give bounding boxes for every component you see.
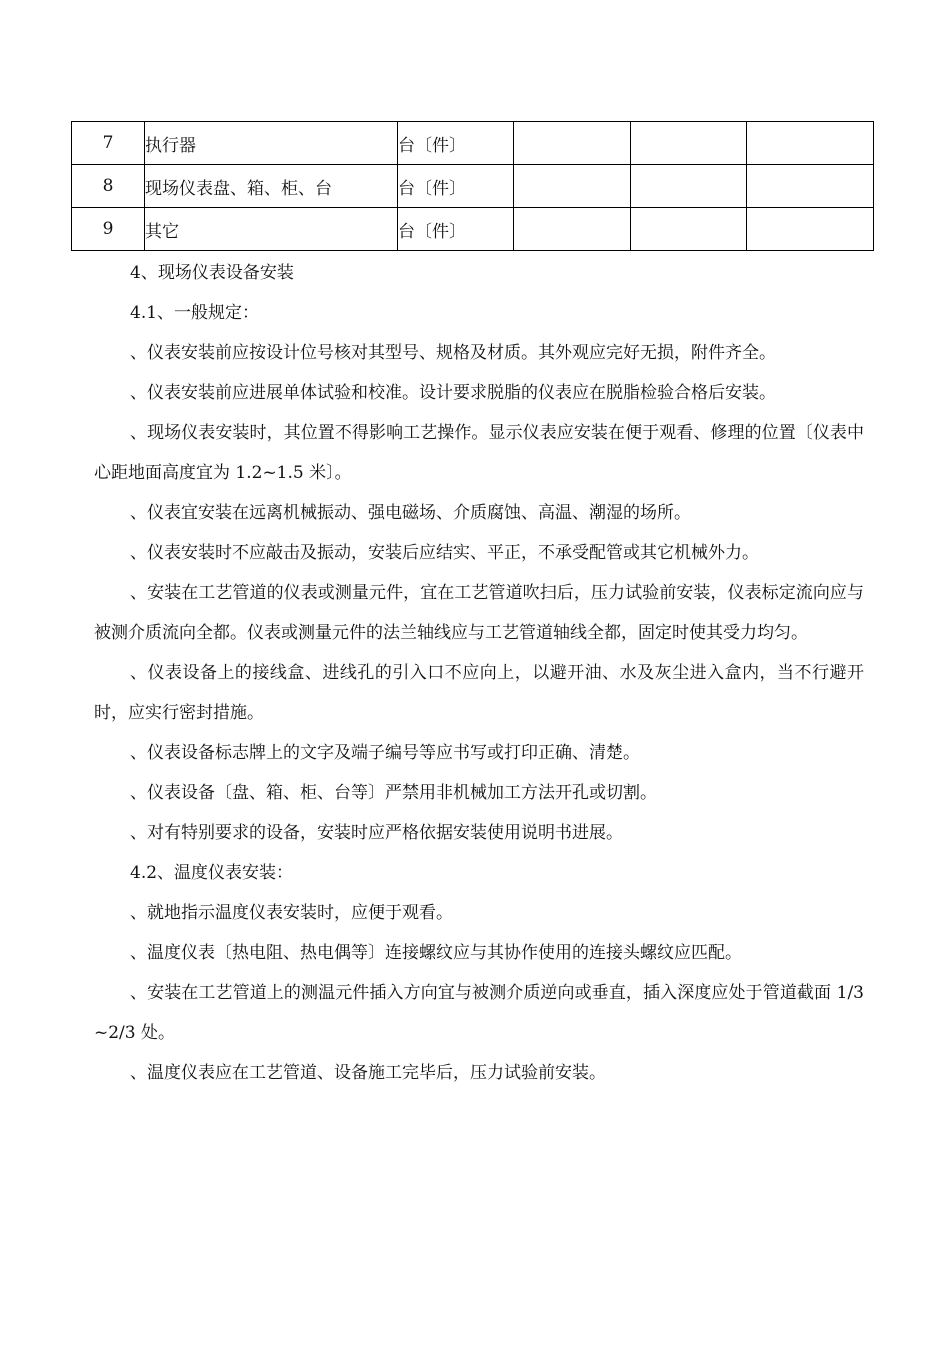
paragraph: 、温度仪表应在工艺管道、设备施工完毕后，压力试验前安装。 (130, 1063, 606, 1083)
empty-cell (747, 165, 874, 208)
paragraph: 、就地指示温度仪表安装时，应便于观看。 (130, 903, 453, 923)
empty-cell (514, 165, 631, 208)
paragraph: 、仪表安装前应按设计位号核对其型号、规格及材质。其外观应完好无损，附件齐全。 (130, 343, 776, 363)
paragraph: 、对有特别要求的设备，安装时应严格依据安装使用说明书进展。 (130, 823, 623, 843)
empty-cell (747, 208, 874, 251)
equipment-name: 执行器 (145, 122, 398, 165)
paragraph: 、仪表设备上的接线盒、进线孔的引入口不应向上，以避开油、水及灰尘进入盒内，当不行避开时，应实行密封措施。 (94, 663, 864, 723)
paragraph: 、安装在工艺管道的仪表或测量元件，宜在工艺管道吹扫后，压力试验前安装，仪表标定流向应与被测介质流向全都。仪表或测量元件的法兰轴线应与工艺管道轴线全都，固定时使其受力均匀。 (94, 583, 864, 643)
row-number: 7 (72, 122, 145, 165)
equipment-name: 现场仪表盘、箱、柜、台 (145, 165, 398, 208)
subsection-heading: 4.1、一般规定： (130, 303, 260, 323)
paragraph: 、仪表安装时不应敲击及振动，安装后应结实、平正，不承受配管或其它机械外力。 (130, 543, 759, 563)
paragraph: 、现场仪表安装时，其位置不得影响工艺操作。显示仪表应安装在便于观看、修理的位置〔仪表中心距地面高度宜为 1.2~1.5 米〕。 (94, 423, 864, 483)
paragraph: 、仪表宜安装在远离机械振动、强电磁场、介质腐蚀、高温、潮湿的场所。 (130, 503, 691, 523)
unit-cell: 台〔件〕 (398, 208, 514, 251)
paragraph: 、仪表设备〔盘、箱、柜、台等〕严禁用非机械加工方法开孔或切割。 (130, 783, 657, 803)
empty-cell (631, 122, 747, 165)
empty-cell (747, 122, 874, 165)
row-number: 8 (72, 165, 145, 208)
paragraph: 、仪表设备标志牌上的文字及端子编号等应书写或打印正确、清楚。 (130, 743, 640, 763)
body-text (94, 253, 864, 1093)
subsection-heading: 4.2、温度仪表安装： (130, 863, 294, 883)
empty-cell (631, 208, 747, 251)
equipment-name: 其它 (145, 208, 398, 251)
paragraph: 、温度仪表〔热电阻、热电偶等〕连接螺纹应与其协作使用的连接头螺纹应匹配。 (130, 943, 742, 963)
empty-cell (514, 208, 631, 251)
paragraph: 、仪表安装前应进展单体试验和校准。设计要求脱脂的仪表应在脱脂检验合格后安装。 (130, 383, 776, 403)
row-number: 9 (72, 208, 145, 251)
empty-cell (514, 122, 631, 165)
unit-cell: 台〔件〕 (398, 122, 514, 165)
paragraph: 、安装在工艺管道上的测温元件插入方向宜与被测介质逆向或垂直，插入深度应处于管道截面 1/3~2/3 处。 (94, 983, 864, 1043)
table-row (72, 122, 874, 165)
empty-cell (631, 165, 747, 208)
equipment-table (71, 121, 874, 251)
table-row (72, 165, 874, 208)
table-row (72, 208, 874, 251)
section-heading: 4、现场仪表设备安装 (130, 263, 294, 283)
unit-cell: 台〔件〕 (398, 165, 514, 208)
